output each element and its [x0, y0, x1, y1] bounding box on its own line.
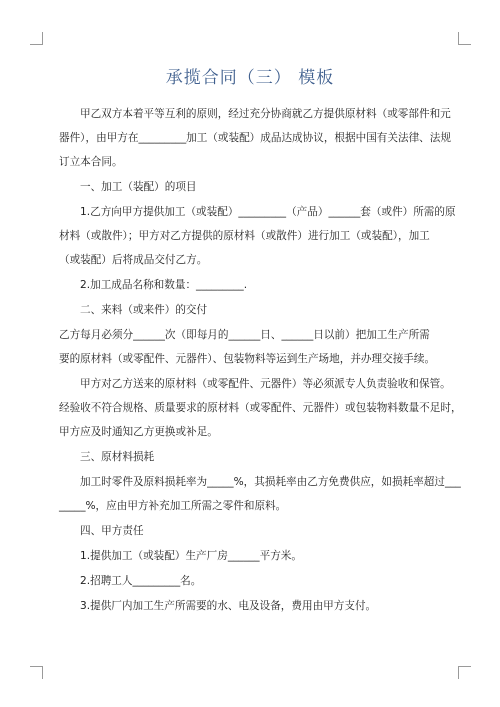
paragraph-line: 3.提供厂内加工生产所需要的水、电及设备，费用由甲方支付。: [80, 600, 377, 612]
crop-mark-bottom-right: [458, 666, 471, 679]
crop-mark-bottom-left: [30, 666, 43, 679]
paragraph-line: 甲乙双方本着平等互利的原则，经过充分协商就乙方提供原材料（或零部件和元: [80, 108, 451, 120]
paragraph-line: 1.提供加工（或装配）生产厂房______平方米。: [80, 550, 302, 562]
crop-mark-top-left: [30, 32, 43, 45]
paragraph-line: （或装配）后将成品交付乙方。: [59, 254, 208, 266]
paragraph-line: 要的原材料（或零配件、元器件）、包装物料等运到生产场地，并办理交接手续。: [59, 353, 436, 365]
section-heading: 一、加工（装配）的项目: [80, 181, 197, 193]
section-heading: 四、甲方责任: [80, 525, 144, 537]
section-heading: 三、原材料损耗: [80, 451, 155, 463]
document-title: 承揽合同（三） 模板: [165, 68, 335, 88]
section-heading: 二、来料（或来件）的交付: [80, 304, 208, 316]
paragraph-line: 材料（或散件）；甲方对乙方提供的原材料（或散件）进行加工（或装配），加工: [59, 230, 430, 242]
paragraph-line: 1.乙方向甲方提供加工（或装配）_________（产品）______套（或件）所需的原: [80, 206, 456, 218]
crop-mark-top-right: [458, 32, 471, 45]
document-body: [59, 106, 462, 614]
paragraph-line: 订立本合同。: [59, 156, 123, 168]
paragraph-line: 2.招聘工人_________名。: [80, 575, 202, 587]
paragraph-line: _____%，应由甲方补充加工所需之零件和原料。: [59, 500, 287, 512]
paragraph-line: 2.加工成品名称和数量：_________.: [80, 279, 248, 291]
paragraph-line: 加工时零件及原料损耗率为_____%，其损耗率由乙方免费供应，如损耗率超过___: [80, 476, 461, 488]
paragraph-line: 经验收不符合规格、质量要求的原材料（或零配件、元器件）或包装物料数量不足时，: [59, 402, 462, 414]
paragraph-line: 甲方对乙方送来的原材料（或零配件、元器件）等必须派专人负责验收和保管。: [80, 378, 451, 390]
paragraph-line: 甲方应及时通知乙方更换或补足。: [59, 426, 218, 438]
paragraph-line: 器件），由甲方在_________加工（或装配）成品达成协议，根据中国有关法律、法规: [59, 132, 451, 144]
paragraph-line: 乙方每月必须分______次（即每月的______日、______日以前）把加工生产所需: [59, 329, 430, 341]
